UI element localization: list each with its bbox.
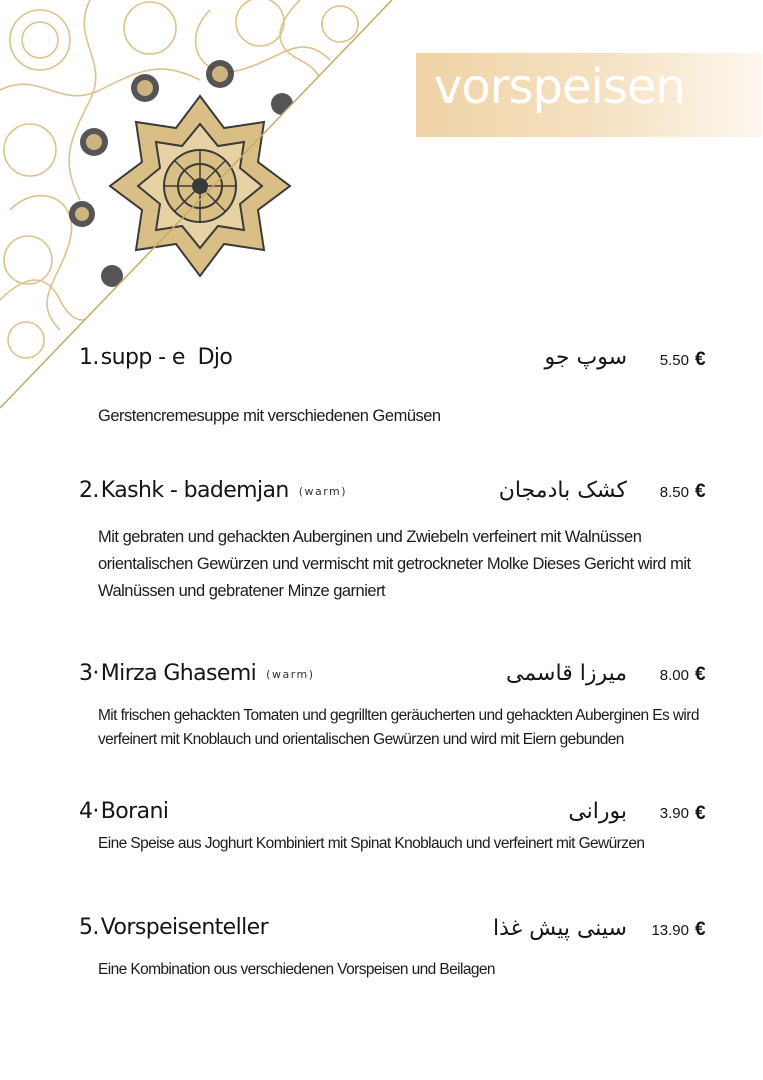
menu-item-title (79, 799, 168, 824)
menu-item-price: 8.00 (659, 667, 689, 684)
menu-item-description: Eine Kombination ous verschiedenen Vorspeisen und Beilagen (98, 961, 495, 978)
menu-item-price: 13.90 (651, 922, 689, 939)
menu-item-number: 1. (79, 345, 99, 370)
menu-item-number: 4· (79, 799, 99, 824)
menu-item-title (79, 915, 268, 940)
menu-item-description: Eine Speise aus Joghurt Kombiniert mit Spinat Knoblauch und verfeinert mit Gewürzen (98, 835, 645, 852)
menu-item-note: (warm) (298, 484, 348, 498)
menu-item-price: 8.50 (659, 484, 689, 501)
menu-item-name: Kashk - bademjan (100, 478, 289, 503)
euro-sign: € (695, 481, 706, 502)
menu-item-name-persian: سینی پیش غذا (492, 916, 627, 941)
menu-item-number: 5. (79, 915, 99, 940)
menu-item-name: Borani (100, 799, 169, 824)
section-title: vorspeisen (434, 59, 685, 115)
menu-item-note: (warm) (266, 667, 315, 681)
menu-item-description: Mit frischen gehackten Tomaten und gegrillten geräucherten und gehackten Auberginen Es wird verfeinert mit Knoblauch und orientalischen Gewürzen und wird mit Eiern gebunden (98, 707, 699, 748)
section-banner (416, 53, 762, 137)
menu-item-title (79, 478, 347, 503)
menu-item-name: supp - e Djo (100, 345, 233, 370)
menu-item-number: 3· (79, 661, 99, 686)
euro-sign: € (695, 919, 706, 940)
menu-item-name: Vorspeisenteller (100, 915, 269, 940)
euro-sign: € (695, 803, 706, 824)
menu-item-name: Mirza Ghasemi (100, 661, 257, 686)
euro-sign: € (695, 349, 706, 370)
menu-item-name-persian: میرزا قاسمی (506, 661, 627, 686)
menu-item-price: 3.90 (659, 805, 689, 822)
menu-item-title (79, 661, 315, 686)
menu-item-name-persian: کشک بادمجان (498, 478, 627, 503)
menu-item-name-persian: بورانی (568, 799, 627, 824)
menu-item-number: 2. (79, 478, 99, 503)
menu-item-description: Gerstencremesuppe mit verschiedenen Gemüsen (98, 407, 441, 425)
menu-item-description: Mit gebraten und gehackten Auberginen und Zwiebeln verfeinert mit Walnüssen orientalischen Gewürzen und vermischt mit getrockneter Molke Dieses Gericht wird mit Walnüssen und gebratener Minze garniert (98, 528, 691, 600)
euro-sign: € (695, 664, 706, 685)
menu-item-price: 5.50 (659, 352, 689, 369)
menu-item-title (79, 345, 232, 370)
menu-item-name-persian: سوپ جو (544, 345, 627, 370)
